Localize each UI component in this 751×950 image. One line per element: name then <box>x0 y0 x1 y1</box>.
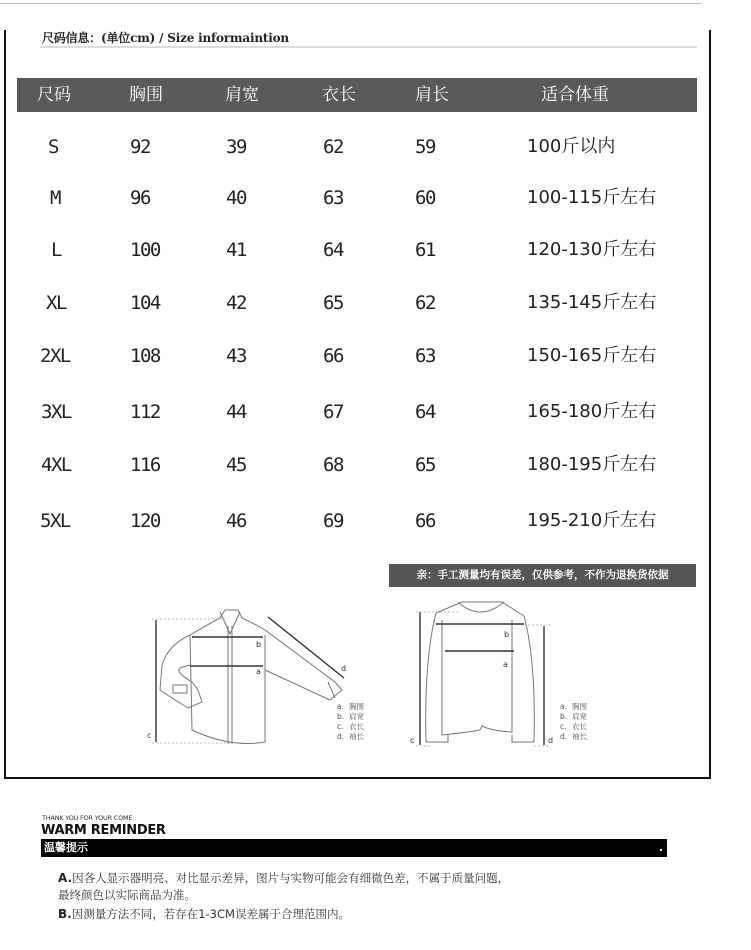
header-shoulder-width: 肩宽 <box>225 85 259 105</box>
reminder-item-a-cont: 最终颜色以实际商品为准。 <box>58 888 196 902</box>
cell-weight: 180-195斤左右 <box>527 454 657 475</box>
cell-chest: 104 <box>130 292 160 314</box>
cell-shoulder-width: 43 <box>226 345 246 367</box>
cell-size: 3XL <box>41 401 71 423</box>
label-a: a <box>256 667 261 676</box>
reminder-bar <box>41 839 667 857</box>
cell-length: 63 <box>323 187 343 209</box>
cell-chest: 120 <box>130 510 160 532</box>
title-underline <box>40 46 697 48</box>
cell-chest: 92 <box>130 136 150 158</box>
cell-length: 67 <box>323 401 343 423</box>
header-size: 尺码 <box>37 85 71 105</box>
reminder-item-b: B.因测量方法不同，若存在1-3CM误差属于合理范围内。 <box>58 907 350 921</box>
cell-shoulder-width: 45 <box>226 454 246 476</box>
legend-item: b. 肩宽 <box>337 712 364 721</box>
cell-length: 64 <box>323 239 343 261</box>
cell-shoulder-width: 40 <box>226 187 246 209</box>
legend-item: b. 肩宽 <box>560 712 587 721</box>
cell-shoulder-length: 63 <box>415 345 435 367</box>
header-weight: 适合体重 <box>541 85 609 105</box>
sweater-measurement-diagram <box>400 600 560 760</box>
sweater-legend <box>560 702 587 742</box>
cell-size: S <box>48 136 58 158</box>
cell-length: 68 <box>323 454 343 476</box>
cell-size: 5XL <box>40 510 70 532</box>
cell-shoulder-length: 65 <box>415 454 435 476</box>
legend-item: a. 胸围 <box>560 702 587 711</box>
cell-length: 69 <box>323 510 343 532</box>
cell-shoulder-width: 39 <box>226 136 246 158</box>
legend-item: c. 衣长 <box>560 722 587 731</box>
cell-shoulder-length: 64 <box>415 401 435 423</box>
label-d: d <box>341 664 347 673</box>
label-a: a <box>503 660 508 669</box>
cell-shoulder-width: 42 <box>226 292 246 314</box>
cell-weight: 165-180斤左右 <box>527 401 657 422</box>
legend-item: c. 衣长 <box>337 722 364 731</box>
cell-chest: 116 <box>130 454 160 476</box>
cell-weight: 135-145斤左右 <box>527 292 657 313</box>
header-chest: 胸围 <box>129 85 163 105</box>
cell-chest: 100 <box>130 239 160 261</box>
label-c: c <box>410 736 415 745</box>
table-row <box>0 183 751 213</box>
cell-shoulder-length: 62 <box>415 292 435 314</box>
reminder-item-a: A.因各人显示器明亮、对比显示差异，图片与实物可能会有细微色差，不属于质量问题， <box>58 871 510 885</box>
cell-length: 66 <box>323 345 343 367</box>
table-row <box>0 450 751 480</box>
cell-chest: 96 <box>130 187 150 209</box>
cell-size: L <box>51 239 61 261</box>
table-row <box>0 341 751 371</box>
measurement-note: 亲：手工测量均有误差，仅供参考，不作为退换货依据 <box>389 564 696 587</box>
legend-item: d. 袖长 <box>337 732 364 741</box>
shirt-legend <box>337 702 364 742</box>
cell-chest: 108 <box>130 345 160 367</box>
cell-length: 65 <box>323 292 343 314</box>
cell-shoulder-width: 46 <box>226 510 246 532</box>
label-d: d <box>548 736 554 745</box>
table-row <box>0 288 751 318</box>
size-info-title: 尺码信息：(单位cm) / Size informaintion <box>42 31 289 45</box>
cell-size: XL <box>46 292 66 314</box>
table-row <box>0 397 751 427</box>
cell-shoulder-length: 66 <box>415 510 435 532</box>
cell-weight: 100-115斤左右 <box>527 187 657 208</box>
legend-item: a. 胸围 <box>337 702 364 711</box>
top-divider <box>0 3 702 4</box>
cell-shoulder-width: 44 <box>226 401 246 423</box>
table-row <box>0 235 751 265</box>
cell-length: 62 <box>323 136 343 158</box>
label-c: c <box>147 731 152 740</box>
cell-size: 4XL <box>41 454 71 476</box>
reminder-bar-label: 温馨提示 <box>44 841 88 854</box>
cell-weight: 120-130斤左右 <box>527 239 657 260</box>
reminder-title: WARM REMINDER <box>41 823 166 838</box>
cell-weight: 100斤以内 <box>527 136 616 157</box>
cell-shoulder-length: 59 <box>415 136 435 158</box>
cell-shoulder-width: 41 <box>226 239 246 261</box>
label-b: b <box>256 640 262 649</box>
cell-chest: 112 <box>130 401 160 423</box>
table-header <box>17 78 697 112</box>
cell-shoulder-length: 60 <box>415 187 435 209</box>
header-length: 衣长 <box>322 85 356 105</box>
cell-weight: 195-210斤左右 <box>527 510 657 531</box>
cell-shoulder-length: 61 <box>415 239 435 261</box>
cell-weight: 150-165斤左右 <box>527 345 657 366</box>
reminder-bar-dot: . <box>658 841 663 854</box>
table-row <box>0 506 751 536</box>
label-b: b <box>504 630 510 639</box>
legend-item: d. 袖长 <box>560 732 587 741</box>
cell-size: M <box>50 187 60 209</box>
reminder-subtitle: THANK YOU FOR YOUR COME <box>42 814 133 822</box>
header-shoulder-length: 肩长 <box>415 85 449 105</box>
table-row <box>0 132 751 162</box>
cell-size: 2XL <box>40 345 70 367</box>
